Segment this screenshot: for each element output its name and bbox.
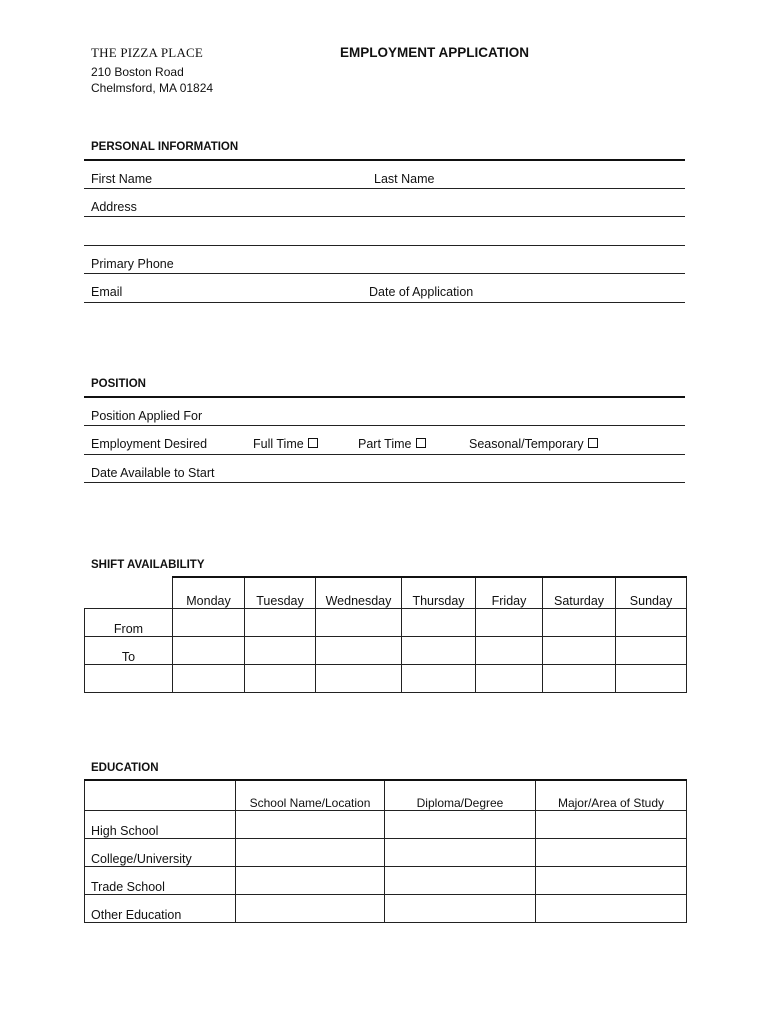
shift-cell[interactable]	[402, 608, 476, 636]
shift-row-label: To	[85, 636, 173, 664]
shift-cell[interactable]	[245, 664, 316, 692]
seasonal-checkbox[interactable]	[588, 438, 598, 448]
section-rule	[84, 396, 685, 398]
position-field-line[interactable]	[84, 425, 685, 426]
date-available-label: Date Available to Start	[91, 466, 215, 480]
shift-availability-heading: SHIFT AVAILABILITY	[91, 559, 205, 571]
address-label: Address	[91, 200, 137, 214]
education-row-label: High School	[85, 810, 236, 838]
education-row-label: Other Education	[85, 894, 236, 922]
education-cell[interactable]	[236, 838, 385, 866]
education-cell[interactable]	[536, 894, 687, 922]
education-cell[interactable]	[536, 866, 687, 894]
full-time-checkbox[interactable]	[308, 438, 318, 448]
date-available-field-line[interactable]	[84, 482, 685, 483]
shift-cell[interactable]	[173, 664, 245, 692]
address-field-line[interactable]	[84, 216, 685, 217]
education-cell[interactable]	[236, 810, 385, 838]
last-name-label: Last Name	[374, 172, 435, 186]
shift-cell[interactable]	[245, 608, 316, 636]
date-of-application-label: Date of Application	[369, 285, 474, 299]
position-applied-label: Position Applied For	[91, 409, 203, 423]
day-header: Thursday	[402, 577, 476, 608]
company-address-line2: Chelmsford, MA 01824	[91, 81, 214, 95]
email-field-line[interactable]	[84, 302, 685, 303]
day-header: Saturday	[543, 577, 616, 608]
shift-row-label	[85, 664, 173, 692]
education-cell[interactable]	[236, 866, 385, 894]
email-label: Email	[91, 285, 123, 299]
shift-cell[interactable]	[402, 664, 476, 692]
section-rule	[84, 159, 685, 161]
seasonal-label: Seasonal/Temporary	[469, 437, 584, 451]
day-header: Monday	[173, 577, 245, 608]
shift-cell[interactable]	[476, 608, 543, 636]
employment-desired-label: Employment Desired	[91, 437, 208, 451]
shift-cell[interactable]	[616, 664, 687, 692]
education-cell[interactable]	[536, 810, 687, 838]
day-header: Sunday	[616, 577, 687, 608]
shift-cell[interactable]	[543, 664, 616, 692]
shift-row-label: From	[85, 608, 173, 636]
company-name: THE PIZZA PLACE	[91, 45, 204, 60]
shift-availability-table	[84, 576, 687, 693]
full-time-label: Full Time	[253, 437, 304, 451]
day-header: Tuesday	[245, 577, 316, 608]
phone-field-line[interactable]	[84, 273, 685, 274]
part-time-checkbox[interactable]	[416, 438, 426, 448]
shift-cell[interactable]	[616, 636, 687, 664]
education-cell[interactable]	[385, 866, 536, 894]
position-heading: POSITION	[91, 378, 146, 390]
education-cell[interactable]	[236, 894, 385, 922]
part-time-label: Part Time	[358, 437, 412, 451]
education-row-label: Trade School	[85, 866, 236, 894]
education-table	[84, 779, 687, 923]
education-cell[interactable]	[536, 838, 687, 866]
day-header: Wednesday	[316, 577, 402, 608]
shift-cell[interactable]	[173, 608, 245, 636]
company-address-line1: 210 Boston Road	[91, 65, 184, 79]
personal-info-heading: PERSONAL INFORMATION	[91, 141, 239, 153]
shift-cell[interactable]	[245, 636, 316, 664]
shift-cell[interactable]	[316, 636, 402, 664]
education-column-header: Major/Area of Study	[536, 780, 687, 810]
education-corner-cell	[85, 780, 236, 810]
part-time-option[interactable]	[358, 437, 426, 451]
education-row-label: College/University	[85, 838, 236, 866]
shift-cell[interactable]	[543, 608, 616, 636]
education-cell[interactable]	[385, 838, 536, 866]
primary-phone-label: Primary Phone	[91, 257, 174, 271]
shift-cell[interactable]	[316, 664, 402, 692]
shift-cell[interactable]	[316, 608, 402, 636]
education-heading: EDUCATION	[91, 762, 159, 774]
full-time-option[interactable]	[253, 437, 318, 451]
shift-cell[interactable]	[402, 636, 476, 664]
shift-cell[interactable]	[476, 664, 543, 692]
seasonal-option[interactable]	[469, 437, 598, 451]
education-cell[interactable]	[385, 810, 536, 838]
name-field-line[interactable]	[84, 188, 685, 189]
address-field-line-2[interactable]	[84, 245, 685, 246]
shift-cell[interactable]	[476, 636, 543, 664]
education-column-header: School Name/Location	[236, 780, 385, 810]
employment-field-line	[84, 454, 685, 455]
form-title: EMPLOYMENT APPLICATION	[340, 45, 529, 60]
shift-cell[interactable]	[173, 636, 245, 664]
first-name-label: First Name	[91, 172, 153, 186]
shift-cell[interactable]	[543, 636, 616, 664]
shift-corner-cell	[85, 577, 173, 608]
shift-cell[interactable]	[616, 608, 687, 636]
education-cell[interactable]	[385, 894, 536, 922]
education-column-header: Diploma/Degree	[385, 780, 536, 810]
day-header: Friday	[476, 577, 543, 608]
